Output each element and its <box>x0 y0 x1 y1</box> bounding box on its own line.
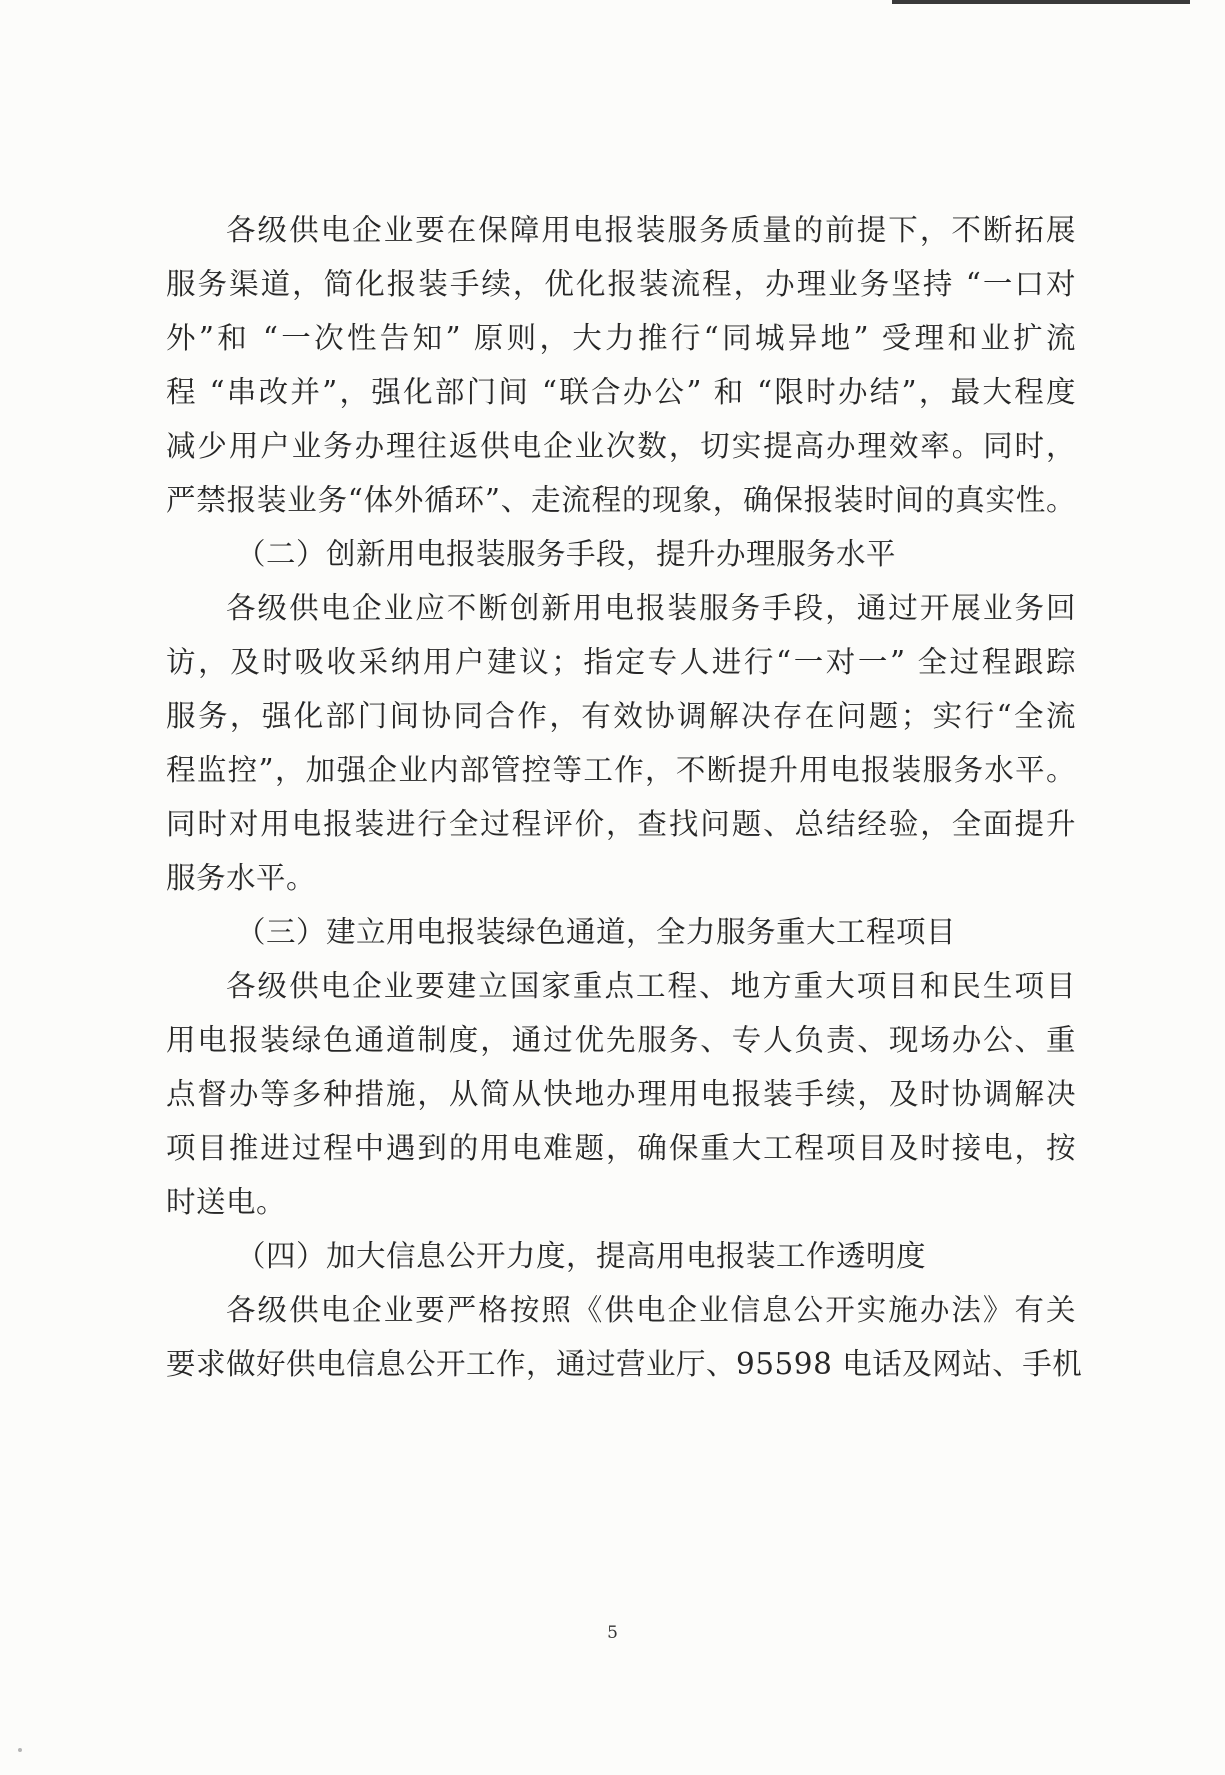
paragraph-line: 同时对用电报装进行全过程评价，查找问题、总结经验，全面提升 <box>166 807 1076 841</box>
paragraph-line: 用电报装绿色通道制度，通过优先服务、专人负责、现场办公、重 <box>166 1023 1076 1057</box>
paragraph-line: 要求做好供电信息公开工作，通过营业厅、95598 电话及网站、手机 <box>166 1347 1083 1381</box>
paragraph-line: 程监控”，加强企业内部管控等工作，不断提升用电报装服务水平。 <box>166 753 1076 787</box>
paragraph-line: 点督办等多种措施，从简从快地办理用电报装手续，及时协调解决 <box>166 1077 1076 1111</box>
paragraph-line: 各级供电企业要严格按照《供电企业信息公开实施办法》有关 <box>226 1293 1076 1327</box>
paragraph-line: 减少用户业务办理往返供电企业次数，切实提高办理效率。同时， <box>166 429 1076 463</box>
scan-speck <box>18 1748 22 1752</box>
paragraph-line: 各级供电企业要建立国家重点工程、地方重大项目和民生项目 <box>226 969 1076 1003</box>
paragraph-line: 程 “串改并”，强化部门间 “联合办公” 和 “限时办结”，最大程度 <box>166 375 1076 409</box>
paragraph-line: 各级供电企业应不断创新用电报装服务手段，通过开展业务回 <box>226 591 1076 625</box>
paragraph-line: 服务水平。 <box>166 861 317 895</box>
paragraph-line: 服务渠道，简化报装手续，优化报装流程，办理业务坚持 “一口对 <box>166 267 1076 301</box>
paragraph-line: 各级供电企业要在保障用电报装服务质量的前提下，不断拓展 <box>226 213 1076 247</box>
section-heading: （三）建立用电报装绿色通道，全力服务重大工程项目 <box>236 915 957 949</box>
paragraph-line: 服务，强化部门间协同合作，有效协调解决存在问题；实行“全流 <box>166 699 1076 733</box>
paragraph-line: 访，及时吸收采纳用户建议；指定专人进行“一对一” 全过程跟踪 <box>166 645 1076 679</box>
section-heading: （四）加大信息公开力度，提高用电报装工作透明度 <box>236 1239 927 1273</box>
paragraph-line: 项目推进过程中遇到的用电难题，确保重大工程项目及时接电，按 <box>166 1131 1076 1165</box>
paragraph-line: 时送电。 <box>166 1185 287 1219</box>
paragraph-line: 严禁报装业务“体外循环”、走流程的现象，确保报装时间的真实性。 <box>166 483 1076 517</box>
page-number: 5 <box>607 1623 618 1643</box>
section-heading: （二）创新用电报装服务手段，提升办理服务水平 <box>236 537 897 571</box>
paragraph-line: 外”和 “一次性告知” 原则，大力推行“同城异地” 受理和业扩流 <box>166 321 1076 355</box>
